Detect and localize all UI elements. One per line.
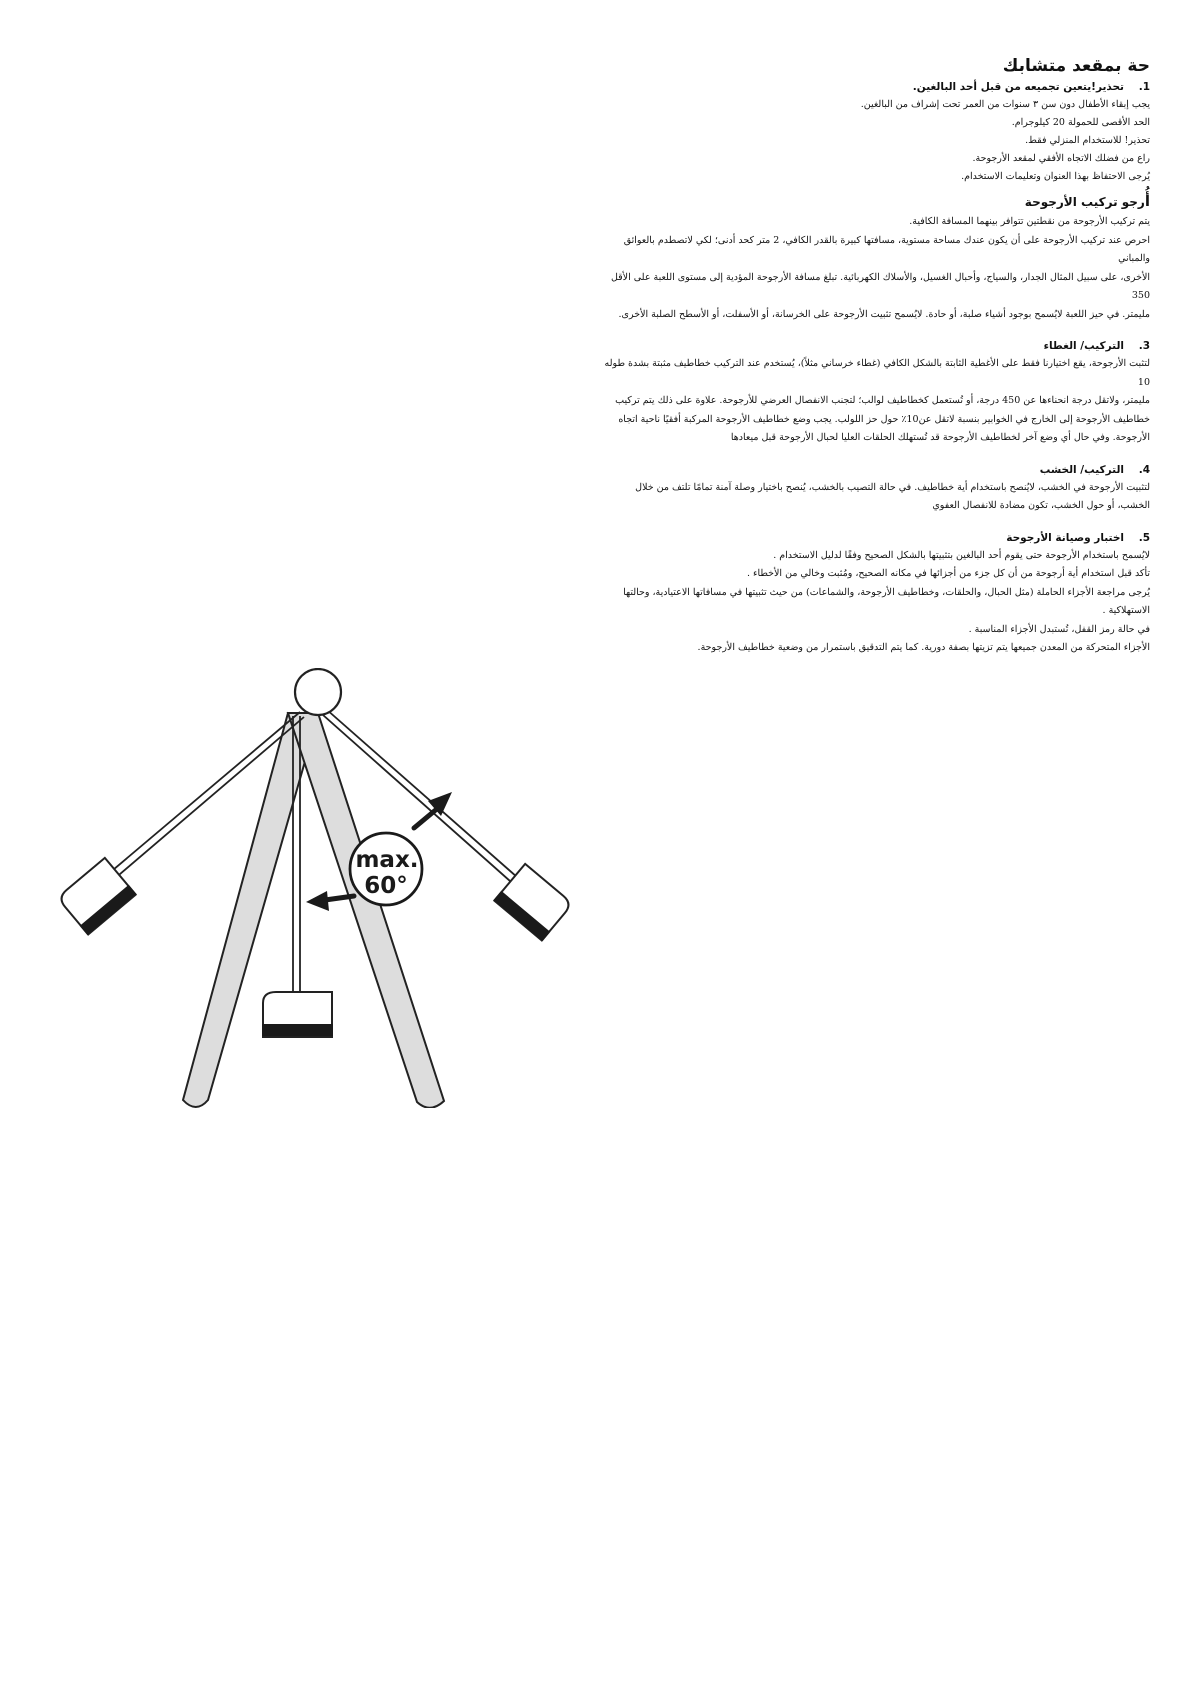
section-3-title: التركيب/ الغطاء — [1043, 340, 1124, 352]
section-5-line: لايُسمح باستخدام الأرجوحة حتى يقوم أحد البالغين بتثبيتها بالشكل الصحيح وفقًا لدليل الاستخدام . — [773, 549, 1150, 561]
section-1-number: 1. — [1138, 81, 1150, 93]
section-3-number: 3. — [1138, 340, 1150, 352]
section-5-number: 5. — [1138, 531, 1150, 544]
angle-label-max: max. — [355, 847, 419, 873]
section-4-line: لتثبيت الأرجوحة في الخشب، لايُنصح باستخدام أية خطاطيف. في حالة التصيب بالخشب، يُنصح باختيار وصلة آمنة تمامًا تلتف من خلال — [635, 481, 1150, 493]
top-hub — [295, 669, 341, 715]
section-2-heading — [590, 192, 1150, 210]
section-5-line: تأكد قبل استخدام أية أرجوحة من أن كل جزء من أجزائها في مكانه الصحيح، ومُثبت وخالي من الأخطاء . — [746, 568, 1150, 579]
instruction-text — [590, 56, 1150, 658]
section-4-title: التركيب/ الخشب — [1039, 463, 1124, 476]
section-2-title: رجو تركيب الأرجوحة — [1024, 195, 1145, 209]
section-5-line: الاستهلاكية . — [1102, 605, 1150, 616]
right-arrow-shaft — [414, 808, 438, 828]
section-5-line: في حالة رمز القفل، تُستبدل الأجزاء المناسبة . — [968, 623, 1150, 635]
section-1-line: راع من فضلك الاتجاه الأفقي لمقعد الأرجوحة. — [972, 153, 1150, 164]
section-3-line: الأرجوحة. وفي حال أي وضع آخر لخطاطيف الأرجوحة قد تُستهلك الحلقات العليا لحبال الأرجوحة قبل ميعادها — [730, 432, 1150, 443]
right-seat — [494, 863, 574, 941]
section-3-line: خطاطيف الأرجوحة إلى الخارج في الخوابير بنسبة لاتقل عن10٪ حول حز اللولب. يجب وضع خطاطيف الأرجوحة المركبة أفقيًا ناحية اتجاه — [618, 413, 1150, 425]
section-4-heading — [590, 464, 1150, 476]
section-1-line: يُرجى الاحتفاظ بهذا العنوان وتعليمات الاستخدام. — [961, 171, 1150, 182]
section-1-title: تحذير!يتعين تجميعه من قبل أحد البالغين. — [912, 81, 1124, 93]
section-3-line: لتثبت الأرجوحة، يقع اختيارنا فقط على الأغطية الثابتة بالشكل الكافي (غطاء خرساني مثلاً)، يُستخدم عند التركيب خطاطيف مثبتة بشدة طوله 10 — [604, 358, 1150, 388]
right-leg — [288, 713, 444, 1108]
section-5-line: الأجزاء المتحركة من المعدن جميعها يتم تزيتها بصفة دورية. كما يتم التدقيق باستمرار من وضعية خطاطيف الأرجوحة. — [697, 642, 1150, 653]
section-1-line: يجب إبقاء الأطفال دون سن ٣ سنوات من العمر تحت إشراف من البالغين. — [860, 99, 1150, 110]
section-1-line: الحد الأقصى للحمولة 20 كيلوجرام. — [1011, 117, 1150, 128]
section-2-line: مليمتر. في حيز اللعبة لايُسمح بوجود أشياء صلبة، أو حادة. لايُسمح تثبيت الأرجوحة على الخرسانة، أو الأسفلت، أو الأسطح الصلبة الأخرى. — [618, 308, 1150, 320]
angle-label-value: 60° — [364, 873, 408, 899]
left-arrow-icon — [306, 891, 329, 911]
page-title: حة بمقعد متشابك — [1002, 56, 1150, 76]
section-5-title: اختبار وصيانة الأرجوحة — [1006, 531, 1124, 544]
section-4-number: 4. — [1138, 463, 1150, 476]
section-2-line: احرص عند تركيب الأرجوحة على أن يكون عندك مساحة مستوية، مسافتها كبيرة بالقدر الكافي، 2 متر كحد أدنى؛ لكي لاتصطدم بالعوائق والمباني — [623, 234, 1150, 264]
section-5-line: يُرجى مراجعة الأجزاء الحاملة (مثل الحبال، والحلقات، وخطاطيف الأرجوحة، والشماعات) من حيث تثبيتها في مسافاتها الاعتيادية، وحالتها — [623, 586, 1150, 598]
section-1-line: تحذير! للاستخدام المنزلي فقط. — [1025, 135, 1150, 146]
left-seat — [57, 857, 137, 935]
section-5-heading — [590, 532, 1150, 544]
center-seat — [262, 992, 333, 1037]
left-leg — [183, 713, 318, 1107]
section-2-line: يتم تركيب الأرجوحة من نقطتين تتوافر بينهما المسافة الكافية. — [909, 216, 1150, 227]
section-1-heading — [590, 81, 1150, 93]
section-4-line: الخشب، أو حول الخشب، تكون مضادة للانفصال العفوي — [932, 500, 1150, 511]
section-2-heading-lead: أُ — [1144, 192, 1150, 210]
swing-angle-illustration — [38, 668, 602, 1108]
section-2-line: الأخرى، على سبيل المثال الجدار، والسياج، وأحبال الغسيل، والأسلاك الكهربائية. تبلغ مسافة الأرجوحة المؤدية إلى مستوى اللعبة على الأقل 350 — [610, 271, 1150, 301]
section-3-heading — [590, 340, 1150, 352]
section-3-line: مليمتر، ولاتقل درجة انحناءها عن 450 درجة، أو تُستعمل كخطاطيف لوالب؛ لتجنب الانفصال العرضي للأرجوحة. علاوة على ذلك يتم تركيب — [615, 395, 1150, 406]
